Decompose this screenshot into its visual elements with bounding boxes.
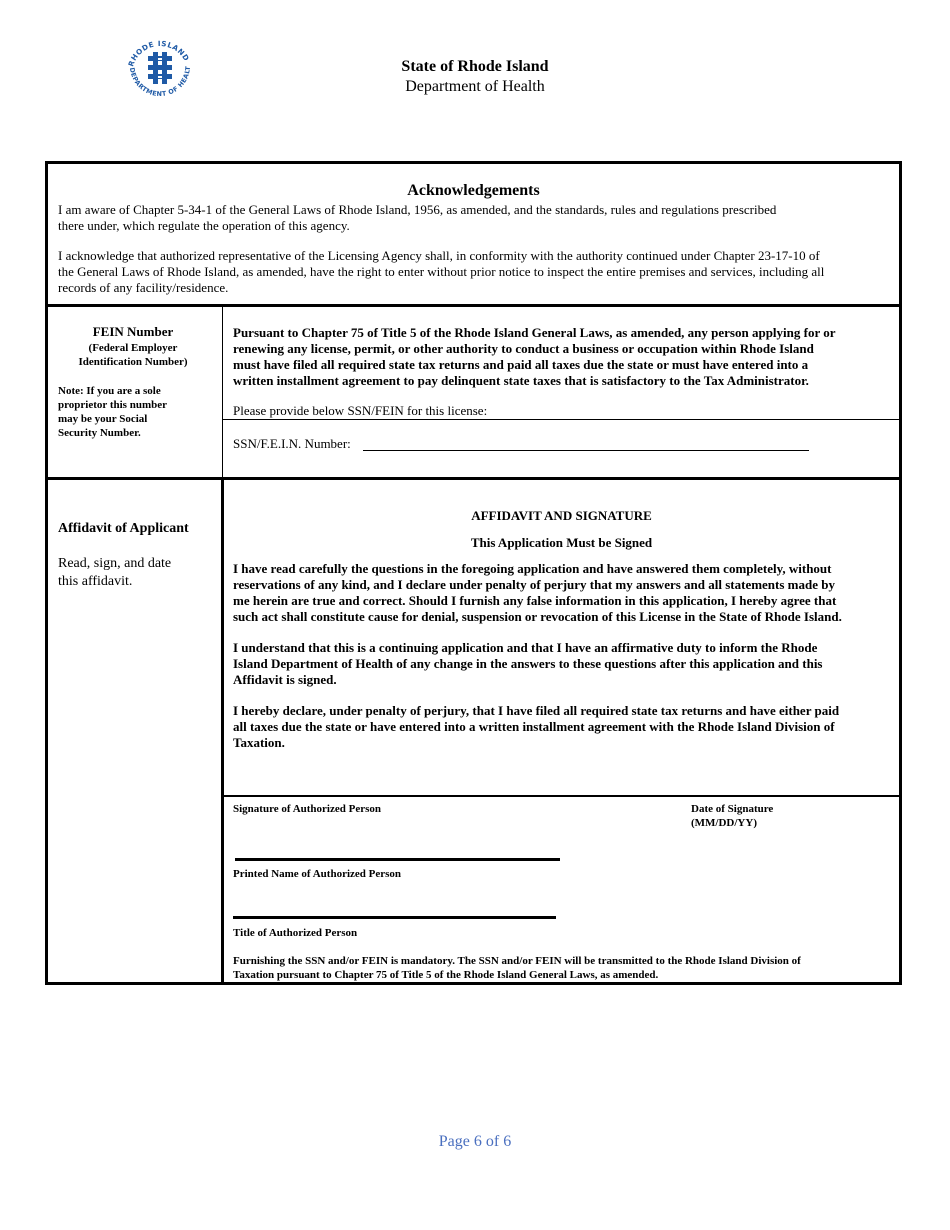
ssn-fein-input[interactable] — [363, 434, 809, 451]
signature-line[interactable] — [235, 858, 560, 861]
ack-paragraph-1-line-2: there under, which regulate the operation of this agency. — [58, 218, 350, 233]
fein-note-line-2: proprietor this number — [58, 399, 167, 411]
fein-statement-line-4: written installment agreement to pay delinquent state taxes that is satisfactory to the Tax Administrator. — [233, 373, 809, 388]
fein-statement-line-2: renewing any license, permit, or other authority to conduct a business or occupation within Rhode Island — [233, 341, 814, 356]
fein-note-line-4: Security Number. — [58, 427, 141, 439]
mandatory-notice-line-1: Furnishing the SSN and/or FEIN is mandatory. The SSN and/or FEIN will be transmitted to the Rhode Island Division of — [233, 955, 801, 967]
signature-divider — [224, 795, 899, 797]
title-label: Title of Authorized Person — [233, 927, 358, 939]
affidavit-title: AFFIDAVIT AND SIGNATURE — [471, 508, 652, 523]
affidavit-p1-line-4: such act shall constitute cause for denial, suspension or revocation of this License in the State of Rhode Island. — [233, 609, 842, 624]
fein-provide-instruction: Please provide below SSN/FEIN for this license: — [233, 403, 488, 418]
ack-paragraph-2-line-3: records of any facility/residence. — [58, 280, 229, 295]
affidavit-p2-line-2: Island Department of Health of any change in the answers to these questions after this application and this — [233, 656, 823, 671]
agency-name: State of Rhode Island — [401, 58, 549, 75]
affidavit-applicant-title: Affidavit of Applicant — [58, 521, 189, 536]
ssn-fein-label: SSN/F.E.I.N. Number: — [233, 436, 351, 451]
affidavit-instruction-line-2: this affidavit. — [58, 574, 133, 589]
section-divider — [48, 304, 899, 307]
column-divider — [221, 480, 224, 985]
svg-text:DEPARTMENT OF HEALTH: DEPARTMENT OF HEALT — [127, 65, 193, 99]
fein-note-line-3: may be your Social — [58, 413, 148, 425]
page-number: Page 6 of 6 — [438, 1133, 512, 1150]
department-name: Department of Health — [405, 78, 545, 95]
column-divider — [222, 307, 223, 480]
affidavit-p3-line-3: Taxation. — [233, 735, 285, 750]
fein-statement-line-1: Pursuant to Chapter 75 of Title 5 of the Rhode Island General Laws, as amended, any person applying for or — [233, 325, 836, 340]
affidavit-p3-line-2: all taxes due the state or have entered into a written installment agreement with the Rhode Island Division of — [233, 719, 835, 734]
affidavit-p2-line-1: I understand that this is a continuing application and that I have an affirmative duty to inform the Rhode — [233, 640, 818, 655]
affidavit-p1-line-3: me herein are true and correct. Should I furnish any false information in this application, I hereby agree that — [233, 593, 837, 608]
affidavit-instruction-line-1: Read, sign, and date — [58, 556, 172, 571]
acknowledgements-title: Acknowledgements — [407, 182, 540, 199]
fein-subtitle-1: (Federal Employer — [88, 342, 178, 354]
fein-title: FEIN Number — [92, 324, 174, 339]
affidavit-p2-line-3: Affidavit is signed. — [233, 672, 337, 687]
date-format-label: (MM/DD/YY) — [691, 817, 757, 829]
fein-subtitle-2: Identification Number) — [78, 356, 188, 368]
signature-label: Signature of Authorized Person — [233, 803, 381, 815]
affidavit-p1-line-1: I have read carefully the questions in the foregoing application and have answered them completely, without — [233, 561, 832, 576]
mandatory-notice-line-2: Taxation pursuant to Chapter 75 of Title 5 of the Rhode Island General Laws, as amended. — [233, 969, 659, 981]
date-of-signature-label: Date of Signature — [691, 803, 774, 815]
svg-text:RHODE ISLAND: RHODE ISLAND — [126, 38, 192, 68]
ack-paragraph-1-line-1: I am aware of Chapter 5-34-1 of the General Laws of Rhode Island, 1956, as amended, and the standards, rules and regulations prescribed — [58, 202, 777, 217]
ack-paragraph-2-line-2: the General Laws of Rhode Island, as amended, have the right to enter without prior notice to inspect the entire premises and services, including all — [58, 264, 825, 279]
section-divider — [48, 477, 899, 480]
affidavit-p1-line-2: reservations of any kind, and I declare under penalty of perjury that my answers and all statements made by — [233, 577, 835, 592]
fein-inner-divider — [223, 419, 899, 420]
ack-paragraph-2-line-1: I acknowledge that authorized representative of the Licensing Agency shall, in conformity with the authority continued under Chapter 23-17-10 of — [58, 248, 820, 263]
fein-statement-line-3: must have filed all required state tax returns and paid all taxes due the state or must have entered into a — [233, 357, 809, 372]
affidavit-subtitle: This Application Must be Signed — [470, 535, 653, 550]
printed-name-label: Printed Name of Authorized Person — [233, 868, 402, 880]
fein-note-line-1: Note: If you are a sole — [58, 385, 161, 397]
printed-name-line[interactable] — [233, 916, 556, 919]
affidavit-p3-line-1: I hereby declare, under penalty of perjury, that I have filed all required state tax returns and have either paid — [233, 703, 840, 718]
form-box — [45, 161, 902, 985]
